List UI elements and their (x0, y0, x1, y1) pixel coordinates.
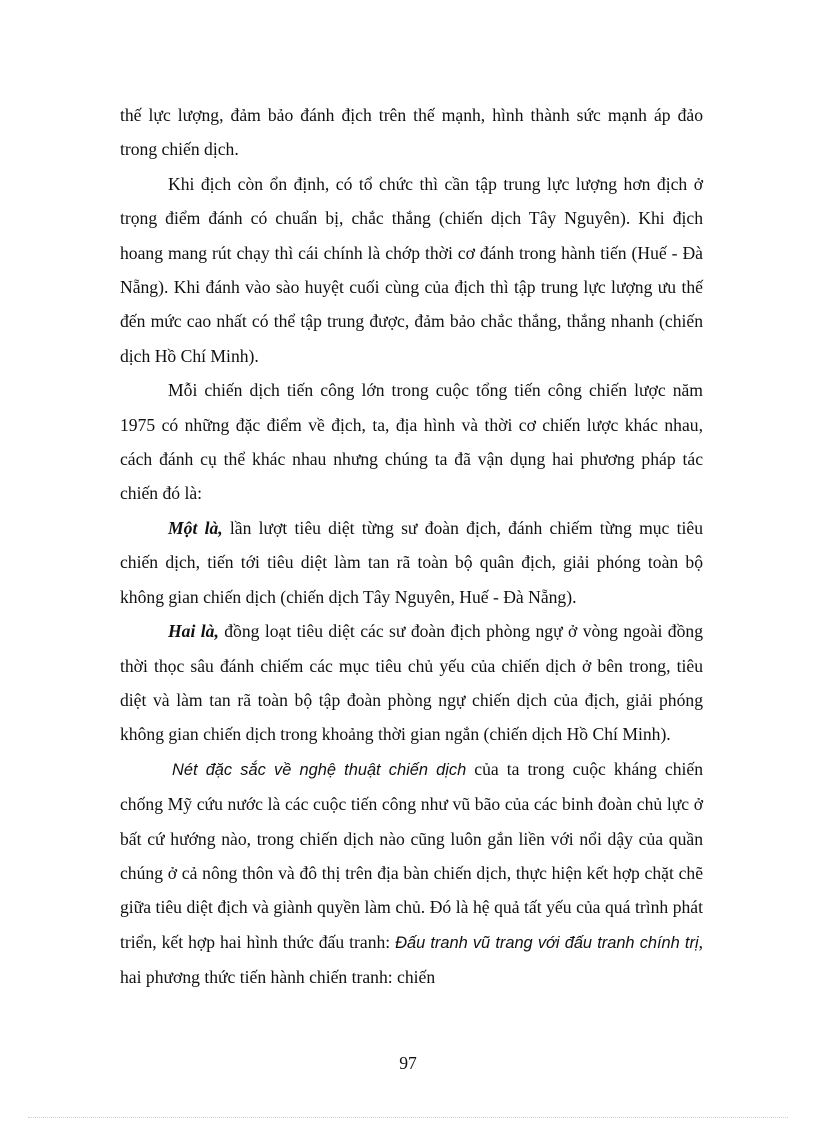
paragraph-continuation: thế lực lượng, đảm bảo đánh địch trên thế mạnh, hình thành sức mạnh áp đảo trong chiến dịch. (120, 105, 703, 160)
campaign-art-text-end: , hai phương thức tiến hành chiến tranh: chiến (120, 931, 703, 988)
method-one-lead: Một là, (168, 517, 223, 538)
paragraph-1975-campaigns: Mỗi chiến dịch tiến công lớn trong cuộc tổng tiến công chiến lược năm 1975 có những đặc điểm về địch, ta, địa hình và thời cơ chiến lược khác nhau, cách đánh cụ thể khác nhau nhưng chúng ta đã vận dụng hai phương pháp tác chiến đó là: (120, 380, 703, 504)
campaign-art-text: của ta trong cuộc kháng chiến chống Mỹ cứu nước là các cuộc tiến công như vũ bão của các binh đoàn chủ lực ở bất cứ hướng nào, trong chiến dịch nào cũng luôn gắn liền với nổi dậy của quần chúng ở cả nông thôn và đô thị trên địa bàn chiến dịch, thực hiện kết hợp chặt chẽ giữa tiêu diệt địch và giành quyền làm chủ. Đó là hệ quả tất yếu của quá trình phát triển, kết hợp hai hình thức đấu tranh: (120, 758, 704, 952)
page-number: 97 (399, 1053, 417, 1073)
method-one-text: lần lượt tiêu diệt từng sư đoàn địch, đánh chiếm từng mục tiêu chiến dịch, tiến tới tiêu diệt làm tan rã toàn bộ quân địch, giải phóng toàn bộ không gian chiến dịch (chiến dịch Tây Nguyên, Huế - Đà Nẵng). (120, 517, 703, 607)
paragraph-method-two (120, 614, 703, 752)
method-two-lead: Hai là, (168, 621, 219, 642)
document-page (120, 98, 703, 995)
paragraph-method-one (120, 511, 703, 614)
campaign-art-italic: Nét đặc sắc về nghệ thuật chiến dịch (172, 760, 467, 779)
struggle-forms-italic: Đấu tranh vũ trang với đấu tranh chính trị (395, 933, 699, 952)
footer-divider (28, 1117, 788, 1118)
paragraph-campaign-art (120, 752, 703, 995)
method-two-text: đồng loạt tiêu diệt các sư đoàn địch phòng ngự ở vòng ngoài đồng thời thọc sâu đánh chiếm các mục tiêu chủ yếu của chiến dịch ở bên trong, tiêu diệt và làm tan rã toàn bộ tập đoàn phòng ngự chiến dịch của địch, giải phóng không gian chiến dịch trong khoảng thời gian ngắn (chiến dịch Hồ Chí Minh). (120, 621, 703, 745)
paragraph-enemy-stability: Khi địch còn ổn định, có tổ chức thì cần tập trung lực lượng hơn địch ở trọng điểm đánh có chuẩn bị, chắc thắng (chiến dịch Tây Nguyên). Khi địch hoang mang rút chạy thì cái chính là chớp thời cơ đánh trong hành tiến (Huế - Đà Nẵng). Khi đánh vào sào huyệt cuối cùng của địch thì tập trung lực lượng ưu thế đến mức cao nhất có thể tập trung được, đảm bảo chắc thắng, thắng nhanh (chiến dịch Hồ Chí Minh). (120, 173, 703, 366)
